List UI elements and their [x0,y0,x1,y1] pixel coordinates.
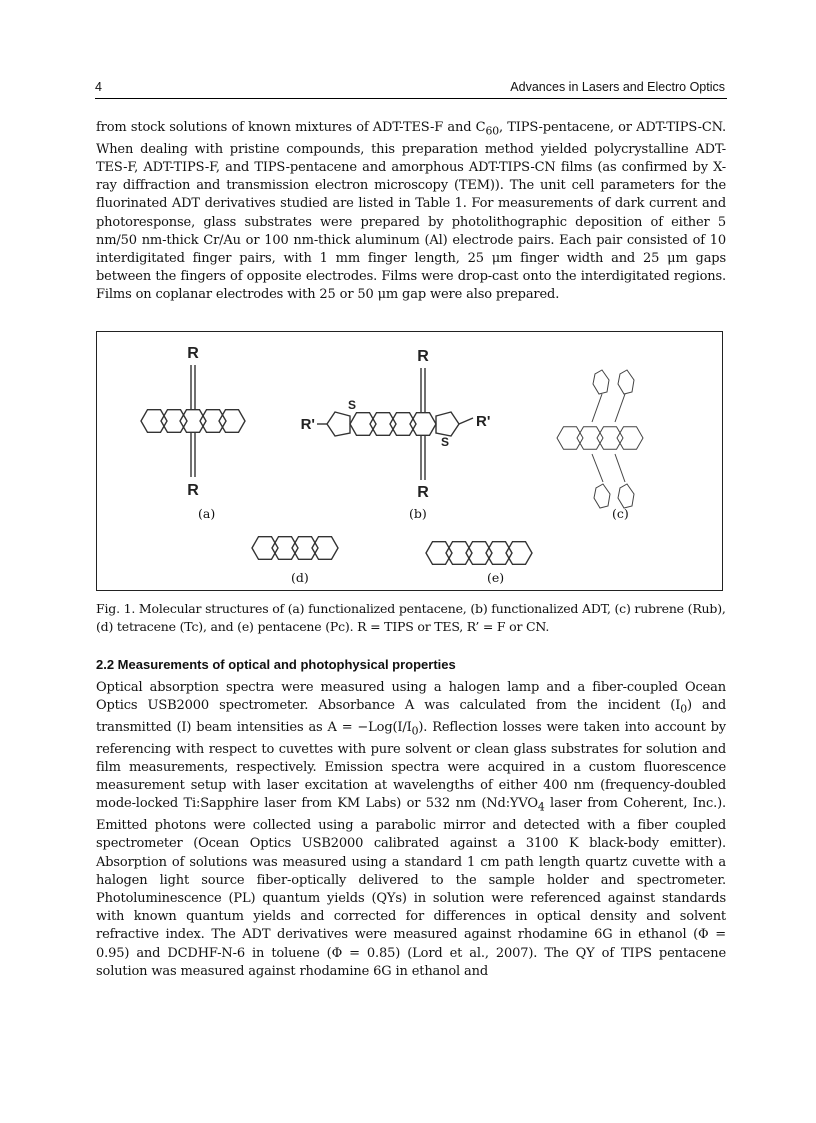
page-number: 4 [95,80,102,94]
running-title: Advances in Lasers and Electro Optics [510,80,725,94]
panel-label-a: (a) [198,506,216,521]
substituent-r-a-top: R [187,345,199,362]
sulfur-atom-left: S [347,398,357,412]
sulfur-atom-right: S [440,435,450,449]
substituent-r-prime-left: R' [300,416,315,433]
figure-1 [96,331,723,591]
substituent-r-b-bottom: R [417,484,429,501]
body-paragraph-1: from stock solutions of known mixtures of ADT-TES-F and $C_{60}$, TIPS-pentacene, or ADT-TIPS-CN. When dealing with pristine compounds, this preparation method yielded polycrystalline ADT-TES-F, ADT-TIPS-F, and TIPS-pentacene and amorphous ADT-TIPS-CN films (as confirmed by X-ray diffraction and transmission electron microscopy (TEM)). The unit cell parameters for the fluorinated ADT derivatives studied are listed in Table 1. For measurements of dark current and photoresponse, glass substrates were prepared by photolithographic deposition of either 5 nm/50 nm-thick Cr/Au or 100 nm-thick aluminum (Al) electrode pairs. Each pair consisted of 10 interdigitated finger pairs, with 1 mm finger length, 25 μm finger width and 25 μm gaps between the fingers of opposite electrodes. Films were drop-cast onto the interdigitated regions. Films on coplanar electrodes with 25 or 50 μm gap were also prepared. [96,120,726,303]
substituent-r-prime-right: R' [476,413,491,430]
molecular-structures-diagram [97,332,721,589]
panel-label-e: (e) [487,570,505,585]
section-heading: 2.2 Measurements of optical and photophysical properties [96,657,456,672]
structure-b-functionalized-adt [317,368,473,480]
substituent-r-a-bottom: R [187,482,199,499]
substituent-r-b-top: R [417,348,429,365]
body-paragraph-2: Optical absorption spectra were measured using a halogen lamp and a fiber-coupled Ocean Optics USB2000 spectrometer. Absorbance A was calculated from the incident $(I_0)$ and transmitted (I) beam intensities as $A = -Log(I/I_0)$. Reflection losses were taken into account by referencing with respect to cuvettes with pure solvent or clean glass substrates for solution and film measurements, respectively. Emission spectra were acquired in a custom fluorescence measurement setup with laser excitation at wavelengths of either 400 nm (frequency-doubled mode-locked Ti:Sapphire laser from KM Labs) or 532 nm ($Nd:YVO_4$ laser from Coherent, Inc.). Emitted photons were collected using a parabolic mirror and detected with a fiber coupled spectrometer (Ocean Optics USB2000 calibrated against a 3100 K black-body emitter). Absorption of solutions was measured using a standard 1 cm path length quartz cuvette with a halogen light source fiber-optically delivered to the sample holder and spectrometer. Photoluminescence (PL) quantum yields (QYs) in solution were referenced against standards with known quantum yields and corrected for differences in optical density and solvent refractive index. The ADT derivatives were measured against rhodamine 6G in ethanol (Φ = 0.95) and DCDHF-N-6 in toluene (Φ = 0.85) (Lord et al., 2007). The QY of TIPS pentacene solution was measured against rhodamine 6G in ethanol and [96,680,727,979]
panel-label-c: (c) [612,506,629,521]
page-header [95,80,727,99]
figure-caption: Fig. 1. Molecular structures of (a) functionalized pentacene, (b) functionalized ADT, (c) rubrene (Rub), (d) tetracene (Tc), and (e) pentacene (Pc). R = TIPS or TES, R’ = F or CN. [96,601,726,634]
structure-d-tetracene [252,537,338,560]
panel-label-d: (d) [291,570,309,585]
structure-a-functionalized-pentacene [141,365,245,477]
structure-e-pentacene [426,542,532,565]
structure-c-rubrene [557,370,643,508]
panel-label-b: (b) [409,506,427,521]
